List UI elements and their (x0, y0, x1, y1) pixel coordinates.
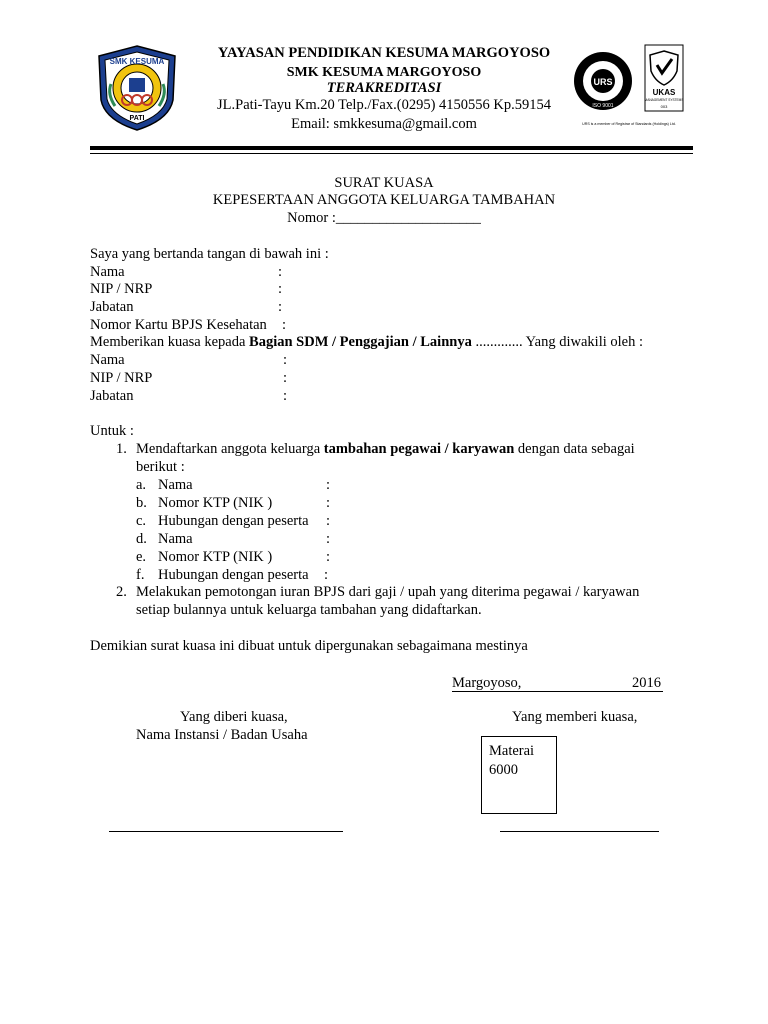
sub-item-colon: : (326, 531, 331, 547)
school-email: Email: smkkesuma@gmail.com (291, 116, 477, 132)
grantee-name-colon: : (283, 352, 288, 368)
foundation-name: YAYASAN PENDIDIKAN KESUMA MARGOYOSO (217, 45, 551, 61)
date-year: 2016 (632, 675, 661, 691)
grantor-position-label: Jabatan (90, 299, 134, 315)
sub-item-letter: c. (136, 513, 147, 529)
authorization-pre: Memberikan kuasa kepada (90, 334, 250, 350)
document-number: Nomor :____________________ (287, 210, 481, 226)
sub-item-label: Hubungan dengan peserta (158, 513, 309, 529)
sub-item-letter: e. (136, 549, 147, 565)
school-address: JL.Pati-Tayu Km.20 Telp./Fax.(0295) 4150556 Kp.59154 (217, 97, 551, 113)
intro-text: Saya yang bertanda tangan di bawah ini : (90, 246, 329, 262)
grantee-nip-label: NIP / NRP (90, 370, 153, 386)
grantor-signature-title: Yang memberi kuasa, (512, 709, 638, 725)
grantee-name-label: Nama (90, 352, 125, 368)
sub-item-label: Hubungan dengan peserta (158, 567, 309, 583)
stamp-duty-value: 6000 (489, 762, 518, 778)
sub-item-label: Nomor KTP (NIK ) (158, 495, 273, 511)
grantor-bpjs-colon: : (282, 317, 287, 333)
place-label: Margoyoso, (452, 675, 522, 691)
item1-text (136, 441, 635, 458)
document-title: SURAT KUASA (334, 175, 434, 191)
grantor-name-colon: : (278, 264, 283, 280)
sub-item-label: Nomor KTP (NIK ) (158, 549, 273, 565)
grantee-position-colon: : (283, 388, 288, 404)
item1-bold: tambahan pegawai / karyawan (323, 441, 515, 457)
grantor-name-label: Nama (90, 264, 125, 280)
ukas-subtitle: MANAGEMENT SYSTEMS (644, 98, 684, 102)
item2-continuation: setiap bulannya untuk keluarga tambahan yang didaftarkan. (136, 602, 482, 618)
grantor-signature-line (500, 831, 659, 832)
grantor-bpjs-label: Nomor Kartu BPJS Kesehatan (90, 317, 267, 333)
sub-item-colon: : (324, 567, 329, 583)
grantee-nip-colon: : (283, 370, 288, 386)
authorization-post: ............. Yang diwakili oleh : (471, 334, 644, 350)
accreditation-status: TERAKREDITASI (326, 80, 442, 96)
certification-seals-icon (573, 43, 686, 129)
crest-bottom-text: PATI (129, 115, 145, 122)
sub-item-letter: a. (136, 477, 147, 493)
grantor-nip-label: NIP / NRP (90, 281, 153, 297)
crest-ring-text: SMK KESUMA (109, 57, 165, 66)
sub-item-letter: b. (136, 495, 147, 511)
letterhead-rule-thin (90, 153, 693, 154)
sub-item-label: Nama (158, 477, 193, 493)
item1-post: dengan data sebagai (514, 441, 635, 457)
grantee-institution-label: Nama Instansi / Badan Usaha (136, 727, 308, 743)
date-underline (452, 691, 663, 692)
purpose-label: Untuk : (90, 423, 134, 439)
grantor-position-colon: : (278, 299, 283, 315)
authorization-line (90, 334, 643, 351)
authorization-recipient: Bagian SDM / Penggajian / Lainnya (249, 334, 472, 350)
urs-seal-text: URS (593, 77, 613, 87)
item2-number: 2. (116, 584, 127, 600)
ukas-code: 003 (660, 104, 668, 109)
sub-item-colon: : (326, 477, 331, 493)
grantor-nip-colon: : (278, 281, 283, 297)
grantee-signature-line (109, 831, 343, 832)
letterhead-rule-thick (90, 146, 693, 150)
sub-item-letter: d. (136, 531, 147, 547)
sub-item-colon: : (326, 549, 331, 565)
closing-statement: Demikian surat kuasa ini dibuat untuk dipergunakan sebagaimana mestinya (90, 638, 528, 654)
sub-item-letter: f. (136, 567, 145, 583)
item2-text: Melakukan pemotongan iuran BPJS dari gaji / upah yang diterima pegawai / karyawan (136, 584, 640, 600)
stamp-duty-label: Materai (489, 743, 535, 759)
school-name: SMK KESUMA MARGOYOSO (286, 65, 482, 80)
sub-item-label: Nama (158, 531, 193, 547)
sub-item-colon: : (326, 495, 331, 511)
document-subtitle: KEPESERTAAN ANGGOTA KELUARGA TAMBAHAN (212, 192, 556, 208)
ukas-text: UKAS (652, 88, 676, 97)
item1-continuation: berikut : (136, 459, 185, 475)
grantee-position-label: Jabatan (90, 388, 134, 404)
iso-seal-text: ISO 9001 (592, 103, 614, 109)
certification-caption: URS is a member of Registrar of Standards (Holdings) Ltd. (582, 122, 676, 126)
item1-number: 1. (116, 441, 127, 457)
item1-pre: Mendaftarkan anggota keluarga (136, 441, 324, 457)
sub-item-colon: : (326, 513, 331, 529)
grantee-signature-title: Yang diberi kuasa, (180, 709, 288, 725)
